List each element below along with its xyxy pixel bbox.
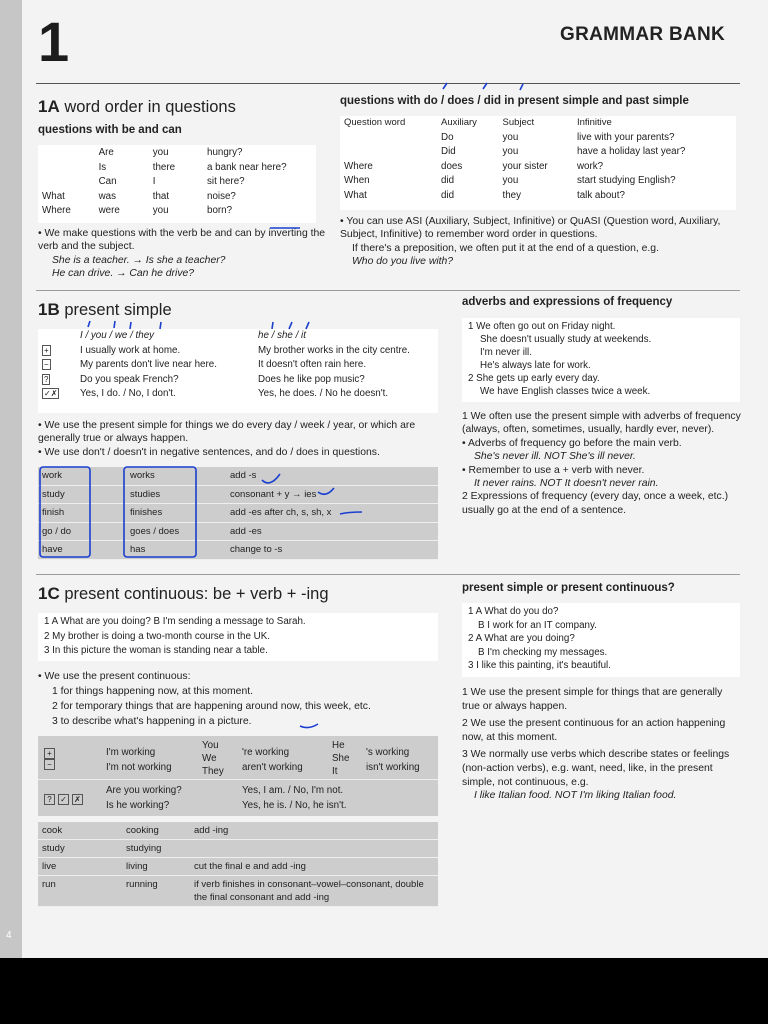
table-cell: When bbox=[344, 175, 370, 187]
table-cell: work bbox=[38, 467, 126, 485]
section-1b-heading: 1B present simple bbox=[38, 300, 172, 319]
table-cell: Did bbox=[441, 146, 456, 158]
table-cell: they bbox=[502, 189, 522, 201]
adverbs-examples: 1 We often go out on Friday night. She doesn't usually study at weekends. I'm never ill. He's always late for work. 2 She gets up early every day. We have English classes twice a week. bbox=[462, 318, 740, 402]
page-number: 4 bbox=[6, 930, 12, 941]
table-cell: add -s bbox=[226, 467, 438, 485]
table-cell: a bank near here? bbox=[207, 161, 287, 173]
section-1c-heading: 1C present continuous: be + verb + -ing bbox=[38, 584, 329, 603]
section-1b-notes: • We use the present simple for things we do every day / week / year, or which are generally true or always happen. • We use don't / doesn't in negative sentences, and do / does in questions. bbox=[38, 420, 416, 458]
table-cell: cut the final e and add -ing bbox=[190, 858, 438, 876]
table-cell: sit here? bbox=[207, 176, 245, 188]
table-cell: you bbox=[152, 147, 169, 158]
table-cell: has bbox=[126, 541, 226, 560]
column-header: Auxiliary bbox=[441, 117, 477, 128]
table-cell: were bbox=[98, 205, 120, 217]
table-cell: run bbox=[38, 876, 122, 907]
table-cell: consonant + y → ies bbox=[226, 485, 438, 504]
ps-vs-pc-heading: present simple or present continuous? bbox=[462, 582, 675, 594]
column-header: Subject bbox=[502, 117, 535, 128]
table-cell: was bbox=[98, 190, 116, 202]
ps-vs-pc-examples: 1 A What do you do? B I work for an IT company. 2 A What are you doing? B I'm checking my messages. 3 I like this painting, it's beautiful. bbox=[462, 603, 740, 677]
table-cell: that bbox=[152, 190, 170, 202]
table-cell: studying bbox=[122, 840, 190, 858]
table-cell: go / do bbox=[38, 522, 126, 541]
row-symbol-box: ✓✗ bbox=[44, 389, 58, 399]
table-cell: Do bbox=[441, 131, 454, 143]
row-symbol-box: + bbox=[44, 345, 49, 355]
table-cell: It doesn't often rain here. bbox=[258, 359, 367, 371]
table-cell: Where bbox=[344, 160, 373, 172]
unit-number: 1 bbox=[38, 10, 70, 73]
table-cell: add -es bbox=[226, 522, 438, 541]
table-cell: have bbox=[38, 541, 126, 560]
table-cell: noise? bbox=[207, 190, 236, 202]
table-cell: Yes, I do. / No, I don't. bbox=[80, 388, 176, 400]
table-cell: studies bbox=[126, 485, 226, 504]
table-cell: What bbox=[42, 190, 65, 202]
table-cell: Can bbox=[98, 176, 117, 188]
adverbs-notes: 1 We often use the present simple with adverbs of frequency (always, often, sometimes, usually, hardly ever, never). • Adverbs of frequency go before the main verb. She's never ill. NOT She's ill never. • Remember to use a + verb with never. It never rains. NOT It doesn't never rain. 2 Expressions of frequency (every day, once a week, etc.) usually go at the end of a sentence. bbox=[462, 411, 741, 516]
table-cell: did bbox=[441, 175, 455, 187]
table-cell: have a holiday last year? bbox=[576, 146, 686, 158]
column-header: Infinitive bbox=[576, 117, 612, 128]
table-cell: Does he like pop music? bbox=[258, 373, 365, 385]
table-cell: talk about? bbox=[576, 189, 625, 201]
column-header: I / you / we / they bbox=[80, 330, 155, 341]
table-cell: What bbox=[344, 189, 367, 201]
present-continuous-table: + − I'm working I'm not working You We They 're working aren't working He She It 's working isn't working ? ✓ ✗ Are you working? Is he working? Yes, I am. / No, I'm not. Yes, he is. / No, he isn't. bbox=[38, 736, 438, 816]
table-cell: I bbox=[152, 176, 156, 188]
present-continuous-examples: 1 A What are you doing? B I'm sending a message to Sarah. 2 My brother is doing a two-month course in the UK. 3 In this picture the woman is standing near a table. bbox=[38, 613, 438, 661]
table-cell: you bbox=[502, 175, 519, 187]
present-continuous-uses: • We use the present continuous: 1 for things happening now, at this moment. 2 for temporary things that are happening around now, this week, etc. 3 to describe what's happening in a picture. bbox=[38, 671, 371, 727]
table-cell: add -es after ch, s, sh, x bbox=[226, 504, 438, 523]
table-cell: if verb finishes in consonant–vowel–consonant, double the final consonant and add -ing bbox=[190, 876, 438, 907]
column-header: he / she / it bbox=[258, 330, 306, 341]
table-cell: Yes, he does. / No he doesn't. bbox=[258, 388, 389, 400]
adverbs-heading: adverbs and expressions of frequency bbox=[462, 296, 673, 308]
do-does-did-notes: • You can use ASI (Auxiliary, Subject, Infinitive) or QuASI (Question word, Auxiliary, Subject, Infinitive) to remember word order in questions. If there's a preposition, we often put it at the end of a question, e.g. Who do you live with? bbox=[340, 216, 721, 268]
table-cell: Are bbox=[98, 147, 114, 158]
table-cell: cook bbox=[38, 822, 122, 840]
table-cell: I usually work at home. bbox=[80, 344, 181, 356]
table-cell: Do you speak French? bbox=[80, 373, 179, 385]
table-cell: change to -s bbox=[226, 541, 438, 560]
table-cell: living bbox=[122, 858, 190, 876]
table-cell: goes / does bbox=[126, 522, 226, 541]
table-cell: you bbox=[152, 205, 169, 217]
section-1a-subtitle: questions with be and can bbox=[38, 124, 182, 136]
table-cell: there bbox=[152, 161, 176, 173]
table-cell: finish bbox=[38, 504, 126, 523]
table-cell: you bbox=[502, 131, 519, 143]
table-cell: My parents don't live near here. bbox=[80, 359, 217, 371]
table-cell: study bbox=[38, 485, 126, 504]
table-cell: start studying English? bbox=[576, 175, 676, 187]
section-1a-notes: • We make questions with the verb be and can by inverting the verb and the subject. She is a teacher. → Is she a teacher? He can drive. → Can he drive? bbox=[38, 228, 326, 280]
column-header: Question word bbox=[344, 117, 406, 128]
table-cell: works bbox=[126, 467, 226, 485]
table-cell: running bbox=[122, 876, 190, 907]
table-cell: cooking bbox=[122, 822, 190, 840]
table-cell: did bbox=[441, 189, 455, 201]
page-title: GRAMMAR BANK bbox=[560, 24, 726, 45]
table-cell: study bbox=[38, 840, 122, 858]
table-cell: add -ing bbox=[190, 822, 438, 840]
table-cell: live bbox=[38, 858, 122, 876]
table-cell: does bbox=[441, 160, 463, 172]
table-cell: you bbox=[502, 146, 519, 158]
ps-vs-pc-notes: 1 We use the present simple for things that are generally true or always happen. 2 We use the present continuous for an action happening now, at this moment. 3 We normally use verbs which describe states or feelings (non-action verbs), e.g. want, need, like, in the present simple, not continuous, e.g. I like Italian food. NOT I'm liking Italian food. bbox=[462, 687, 730, 802]
table-cell: your sister bbox=[502, 160, 548, 172]
table-cell: Where bbox=[42, 205, 71, 217]
table-cell: finishes bbox=[126, 504, 226, 523]
table-cell: work? bbox=[576, 160, 604, 172]
do-does-did-heading: questions with do / does / did in present simple and past simple bbox=[340, 95, 689, 107]
row-symbol-box: ? bbox=[44, 374, 49, 384]
table-cell: live with your parents? bbox=[576, 131, 675, 143]
section-1a-heading: 1A word order in questions bbox=[38, 97, 236, 116]
table-cell: My brother works in the city centre. bbox=[258, 344, 410, 356]
table-cell: hungry? bbox=[207, 147, 243, 158]
table-cell: Is bbox=[98, 161, 107, 173]
row-symbol-box: − bbox=[44, 360, 49, 370]
table-cell: born? bbox=[207, 205, 233, 217]
